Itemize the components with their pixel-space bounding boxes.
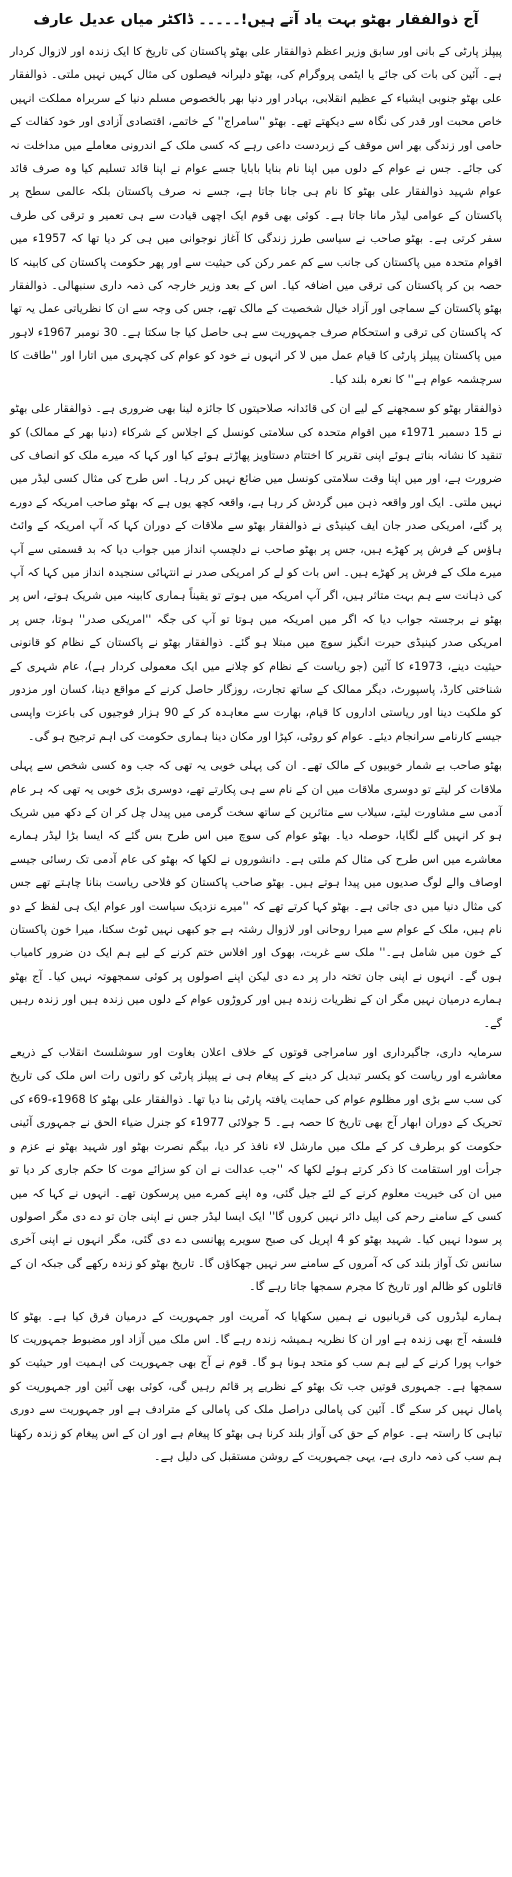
article-title: آج ذوالفقار بھٹو بہت یاد آتے ہیں!۔۔۔۔۔ ڈاکٹر میاں عدیل عارف (33, 12, 479, 28)
article-paragraph-5: ہمارے لیڈروں کی قربانیوں نے ہمیں سکھایا کہ آمریت اور جمہوریت کے درمیان فرق کیا ہے۔ بھٹو کا فلسفہ آج بھی زندہ ہے اور ان کا نظریہ ہمیشہ زندہ رہے گا۔ اس ملک میں آزاد اور مضبوط جمہوریت کا خواب پورا کرنے کے لیے ہم سب کو متحد ہونا ہو گا۔ قوم نے آج بھی جمہوریت کی اہمیت اور حیثیت کو سمجھا ہے۔ جمہوری قوتیں جب تک بھٹو کے نظریے پر قائم رہیں گی، کوئی بھی آئین اور جمہوریت کو پامال نہیں کر سکے گا۔ آئین کی پامالی دراصل ملک کی پامالی کے مترادف ہے اور جمہوریت سے دوری تباہی کا راستہ ہے۔ عوام کے حق کی آواز بلند کرنا ہی بھٹو کا پیغام ہے اور ان کے اس پیغام کو زندہ رکھنا ہم سب کی ذمہ داری ہے، یہی جمہوریت کے روشن مستقبل کی دلیل ہے۔ (10, 1309, 502, 1463)
article-paragraph-3: بھٹو صاحب بے شمار خوبیوں کے مالک تھے۔ ان کی پہلی خوبی یہ تھی کہ جب وہ کسی شخص سے پہلی ملاقات کر لیتے تو دوسری ملاقات میں ان کے نام سے ہی پکارتے تھے، دوسری بڑی خوبی یہ تھی کہ ہر عام آدمی سے مشاورت لیتے، سیلاب سے متاثرین کے ساتھ سخت گرمی میں پیدل چل کر ان کے دکھ میں شریک ہو کر انہیں گلے لگایا، حوصلہ دیا۔ بھٹو عوام کی سوچ میں اس طرح بس گئے کہ ایسا بڑا لیڈر ہمارے معاشرے میں اس طرح کی مثال کم ملتی ہے۔ دانشوروں نے لکھا کہ بھٹو کی عام آدمی تک رسائی جیسے اوصاف والے لوگ صدیوں میں پیدا ہوتے ہیں۔ بھٹو صاحب پاکستان کو فلاحی ریاست بنانا چاہتے تھے جس کی مثال دنیا میں دی جاتی ہے۔ بھٹو کہا کرتے تھے کہ ''میرے نزدیک سیاست اور عوام ایک ہی لفظ کے دو نام ہیں، ملک کے عوام سے میرا روحانی اور لازوال رشتہ ہے جو کبھی نہیں ٹوٹ سکتا، میرا خون پاکستان کے خون میں شامل ہے۔'' ملک سے غربت، بھوک اور افلاس ختم کرنے کے لیے ہم ایک دن ضرور کامیاب ہوں گے۔ انہوں نے اپنی جان تختہ دار پر دے دی لیکن اپنے اصولوں پر کوئی سمجھوتہ نہیں کیا۔ آج بھٹو ہمارے درمیان نہیں مگر ان کے نظریات زندہ ہیں اور کروڑوں عوام کے دلوں میں زندہ ہیں اور زندہ رہیں گے۔ (10, 759, 502, 1030)
article-paragraph-4: سرمایہ داری، جاگیرداری اور سامراجی قوتوں کے خلاف اعلان بغاوت اور سوشلسٹ انقلاب کے ذریعے معاشرے اور ریاست کو یکسر تبدیل کر دینے کے پیغام ہی نے پیپلز پارٹی کو راتوں رات اس ملک کی تاریخ کی سب سے بڑی اور مظلوم عوام کی حمایت یافتہ پارٹی بنا دیا تھا۔ ذوالفقار علی بھٹو کا 1968ء-69ء کی تحریک کے دوران ابھار آج بھی تاریخ کا حصہ ہے۔ 5 جولائی 1977ء کو جنرل ضیاء الحق نے جمہوری آئینی حکومت کو برطرف کر کے ملک میں مارشل لاء نافذ کر دیا، بیگم نصرت بھٹو اور شہید بھٹو نے عزم و جرأت اور استقامت کا ذکر کرتے ہوئے لکھا کہ ''جب عدالت نے ان کو سزائے موت کا حکم جاری کر دیا تو میں ان کی خیریت معلوم کرنے کے لئے جیل گئی، وہ اپنے کمرے میں پرسکون تھے۔ انہوں نے کہا کہ میں کسی کے سامنے رحم کی اپیل دائر نہیں کروں گا'' ایک ایسا لیڈر جس نے اپنی جان تو دے دی مگر اصولوں پر سودا نہیں کیا۔ شہید بھٹو کو 4 اپریل کی صبح سویرے پھانسی دے دی گئی، مگر انہوں نے اپنی آخری سانس تک آواز بلند کی کہ آمروں کے سامنے سر نہیں جھکاؤں گا۔ تاریخ بھٹو کو زندہ رکھے گی جبکہ ان کے قاتلوں کو ظالم اور تاریخ کا مجرم سمجھا جاتا رہے گا۔ (10, 1046, 503, 1294)
article-paragraph-2: ذوالفقار بھٹو کو سمجھنے کے لیے ان کی قائدانہ صلاحیتوں کا جائزہ لینا بھی ضروری ہے۔ ذوالفقار علی بھٹو نے 15 دسمبر 1971ء میں اقوام متحدہ کی سلامتی کونسل کے اجلاس کے شرکاء (دنیا بھر کے ممالک) کو تنقید کا نشانہ بناتے ہوئے اپنی تقریر کا اختتام دستاویز پھاڑتے ہوئے کیا اور کہا کہ میرے ملک کو انصاف کی ضرورت ہے، اور میں اپنا وقت سلامتی کونسل میں ضائع نہیں کر رہا۔ اس طرح کی مثال کسی لیڈر میں نہیں ملتی۔ ایک اور واقعہ ذہن میں گردش کر رہا ہے، واقعہ کچھ یوں ہے کہ بھٹو صاحب امریکہ کے دورے پر گئے، امریکی صدر جان ایف کینیڈی نے ذوالفقار بھٹو سے ملاقات کے دوران کہا کہ آپ امریکہ کے وائٹ ہاؤس کے فرش پر کھڑے ہیں، جس پر بھٹو صاحب نے دلچسپ انداز میں جواب دیا کہ بد قسمتی سے آپ میرے ملک کے فرش پر کھڑے ہیں۔ اس بات کو لے کر امریکی صدر نے انتہائی سنجیدہ انداز میں کہا کہ آپ کی ذہانت سے ہم بہت متاثر ہیں، اگر آپ امریکہ میں ہوتے تو یقیناً ہماری کابینہ میں شریک ہوتے، اس پر بھٹو نے برجستہ جواب دیا کہ اگر میں امریکہ میں ہوتا تو آپ کی جگہ ''امریکی صدر'' ہوتا، جس پر امریکی صدر کینیڈی حیرت انگیز سوچ میں مبتلا ہو گئے۔ ذوالفقار بھٹو نے پاکستان کے نظام کو قانونی حیثیت دینے، 1973ء کا آئین (جو ریاست کے نظام کو چلانے میں ایک معمولی کردار ہے)، عام شہری کے شناختی کارڈ، پاسپورٹ، دیگر ممالک کے ساتھ تجارت، روزگار حاصل کرنے کے مواقع دینا، کسان اور مزدور کو ملکیت دینا اور ریاستی اداروں کا قیام، بھارت سے معاہدہ کر کے 90 ہزار فوجیوں کی باعزت واپسی جیسے کارنامے سرانجام دیئے۔ عوام کو روٹی، کپڑا اور مکان دینا ہماری حکومت کی اہم ترجیح ہو گی۔ (10, 402, 502, 743)
article-paragraph-1: پیپلز پارٹی کے بانی اور سابق وزیر اعظم ذوالفقار علی بھٹو پاکستان کی تاریخ کا ایک زندہ اور لازوال کردار ہے۔ آئین کی بات کی جائے یا ایٹمی پروگرام کی، بھٹو دلیرانہ فیصلوں کی مثال کہیں نہیں ملتی۔ ذوالفقار علی بھٹو جنوبی ایشیاء کے عظیم انقلابی، بہادر اور دنیا بھر بالخصوص مسلم دنیا کے سربراہ مملکت انہیں خاص محبت اور قدر کی نگاہ سے دیکھتے تھے۔ بھٹو ''سامراج'' کے خاتمے، اقتصادی آزادی اور خود کفالت کے حامی اور زندگی بھر اس موقف کے زبردست داعی رہے کہ کسی ملک کے اندرونی معاملے میں مداخلت نہ کی جائے۔ جس نے عوام کے دلوں میں اپنا نام بنایا بابایا جسے عوام نے اپنا قائد تسلیم کیا وہ صرف قائد عوام شہید ذوالفقار علی بھٹو کا نام ہی جانا جاتا ہے، جسے نہ صرف پاکستان بلکہ عالمی سطح پر پاکستان کے عوامی لیڈر مانا جاتا ہے۔ کوئی بھی قوم ایک اچھی قیادت سے ہی تعمیر و ترقی کی طرف سفر کرتی ہے۔ بھٹو صاحب نے سیاسی طرز زندگی کا آغاز نوجوانی میں ہی کر دیا تھا کہ 1957ء میں اقوام متحدہ میں پاکستان کی جانب سے کم عمر رکن کی حیثیت سے اور پھر حکومت پاکستان کی کابینہ کا حصہ بن کر پاکستان کی ترقی میں اضافہ کیا۔ اس کے بعد وزیر خارجہ کی ذمہ داری سنبھالی۔ ذوالفقار بھٹو پاکستان کے سماجی اور آزاد خیال شخصیت کے مالک تھے، جس کی وجہ سے ان کا نظریاتی عمل یہ تھا کہ پاکستان کی ترقی و استحکام صرف جمہوریت سے ہی حاصل کیا جا سکتا ہے۔ 30 نومبر 1967ء لاہور میں پاکستان پیپلز پارٹی کا قیام عمل میں لا کر انہوں نے خود کو عوام کی کچہری میں اتارا اور ''طاقت کا سرچشمہ عوام ہے'' کا نعرہ بلند کیا۔ (10, 45, 503, 386)
article-body (10, 40, 502, 1468)
